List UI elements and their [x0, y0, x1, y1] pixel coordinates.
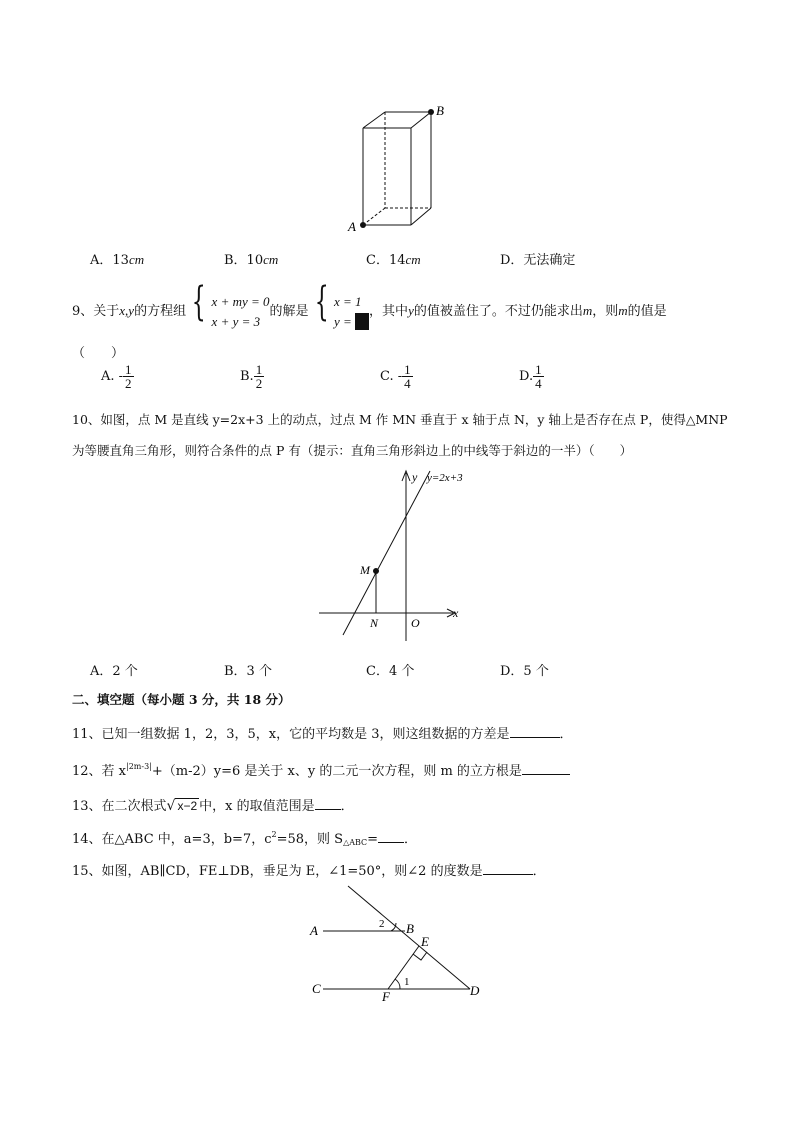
q10-option-c: C．4 个 — [366, 664, 415, 679]
q13-answer-blank — [315, 809, 341, 810]
y-axis-label: y — [412, 470, 418, 484]
label-f: F — [382, 989, 390, 1002]
q12-question: 12、若 $x^{|2m-3|}+(m-2)y=6$ 是关于 x、y 的二元一次方程，则 m 的立方根是 — [72, 760, 570, 779]
right-angle-mark — [413, 952, 427, 960]
line-equation-label: y=2x+3 — [427, 472, 463, 484]
q8-option-d: D．无法确定 — [500, 253, 576, 268]
label-a: A — [310, 923, 318, 938]
q9-option-a: A. - $\frac{1}{2}$ — [101, 362, 132, 391]
q11-answer-blank — [510, 737, 560, 738]
label-m: M — [360, 563, 370, 577]
q10-option-a: A．2 个 — [90, 664, 138, 679]
q8-option-c: C．14cm — [366, 252, 421, 268]
label-a: A — [348, 219, 356, 234]
angle-2-label: 2 — [379, 918, 385, 930]
q9-option-b: B. $\frac{1}{2}$ — [240, 362, 263, 391]
q8-option-b: B．10cm — [224, 252, 279, 268]
point-b — [428, 109, 434, 115]
q15-figure — [305, 882, 490, 1002]
label-d: D — [470, 983, 480, 998]
line-bd — [348, 886, 470, 989]
label-c: C — [312, 981, 321, 996]
covered-value-block — [355, 313, 369, 330]
q14-question: 14、在△ABC 中，a=3，b=7，$c^2=58$，则 $S_{\triangle ABC}=$ ． — [72, 830, 418, 847]
q14-answer-blank — [378, 842, 404, 843]
q12-answer-blank — [522, 774, 570, 775]
label-e: E — [421, 934, 429, 949]
cuboid-figure — [340, 100, 460, 235]
section-title-fill-in: 二、填空题（每小题 3 分，共 18 分） — [72, 692, 291, 707]
x-axis-label: x — [453, 606, 459, 620]
q9-option-c: C. - $\frac{1}{4}$ — [380, 362, 411, 391]
q11-question: 11、已知一组数据 1，2，3，5，x，它的平均数是 3，则这组数据的方差是 ． — [72, 727, 573, 742]
label-o: O — [411, 616, 420, 630]
label-b: B — [436, 103, 444, 118]
point-m — [373, 568, 379, 574]
q10-question-line1: 10、如图，点 M 是直线 y=2x+3 上的动点，过点 M 作 MN 垂直于 x 轴于点 N，y 轴上是否存在点 P，使得△MNP — [72, 412, 728, 427]
q10-graph — [315, 465, 475, 645]
line-y-2x-3 — [343, 471, 430, 635]
q10-option-d: D．5 个 — [500, 664, 549, 679]
q15-question: 15、如图，AB∥CD，FE⊥DB，垂足为 E，∠1=50°，则∠2 的度数是 ． — [72, 864, 546, 879]
q10-option-b: B．3 个 — [224, 664, 272, 679]
point-a — [360, 222, 366, 228]
q13-question: 13、在二次根式√ x−2 中，x 的取值范围是 ． — [72, 798, 354, 814]
q8-option-a: A．13cm — [90, 252, 145, 268]
q15-answer-blank — [483, 874, 533, 875]
label-n: N — [370, 616, 379, 630]
q9-paren: （ ） — [72, 346, 125, 361]
angle-1-label: 1 — [404, 976, 410, 988]
q9-option-d: D. $\frac{1}{4}$ — [519, 362, 542, 391]
q10-question-line2: 为等腰直角三角形，则符合条件的点 P 有（提示：直角三角形斜边上的中线等于斜边的一半）（ ） — [72, 443, 633, 458]
q9-question: 9、关于x,y的方程组 { x + my = 0 x + y = 3 的解是 { x = 1 y = ，其中y的值被盖住了。不过仍能求出m，则m的值是 — [72, 279, 667, 329]
label-b: B — [406, 921, 414, 936]
